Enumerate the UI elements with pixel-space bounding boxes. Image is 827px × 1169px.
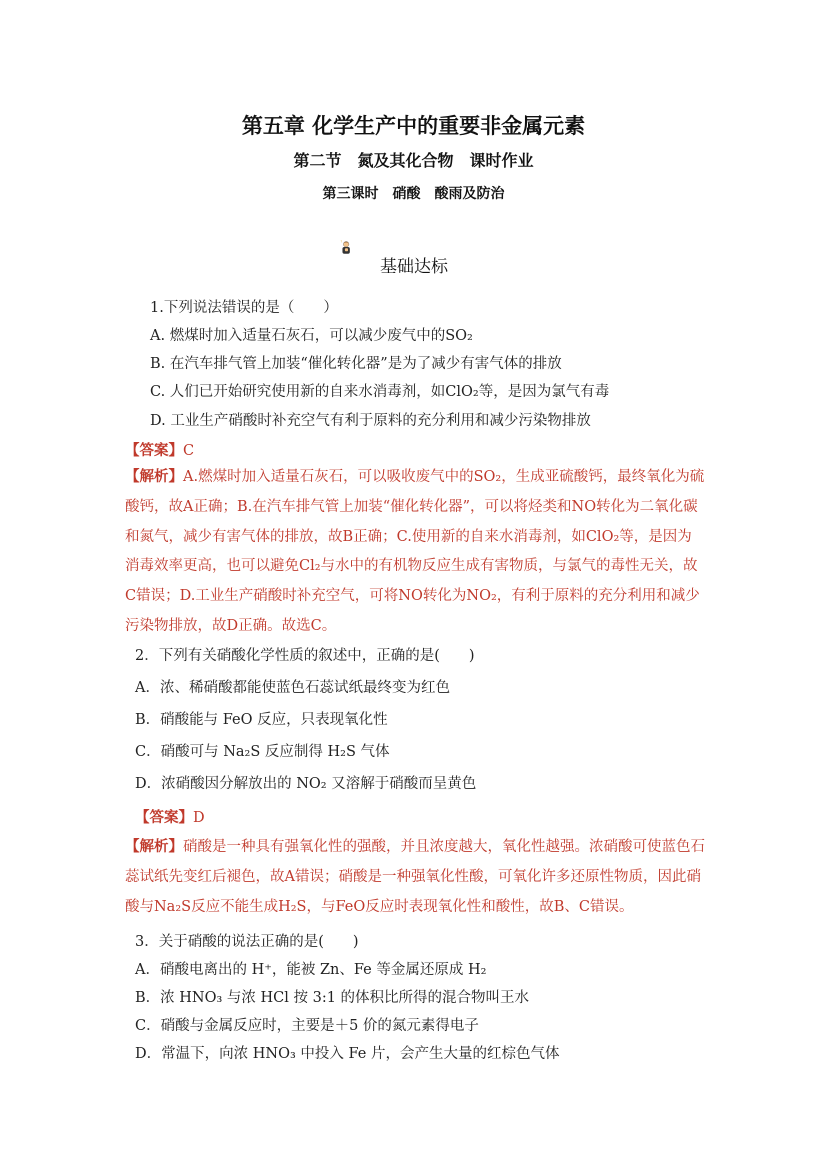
section-title: 第二节 氮及其化合物 课时作业 [293, 151, 534, 170]
q2-option-d: D．浓硝酸因分解放出的 NO₂ 又溶解于硝酸而呈黄色 [135, 776, 477, 792]
q1-analysis-label: 【解析】 [125, 468, 183, 485]
q2-answer-value: D [193, 810, 205, 826]
q2-stem: 2．下列有关硝酸化学性质的叙述中，正确的是( ) [135, 648, 475, 664]
q3-option-d: D．常温下，向浓 HNO₃ 中投入 Fe 片，会产生大量的红棕色气体 [135, 1046, 560, 1062]
q1-option-b: B. 在汽车排气管上加装“催化转化器”是为了减少有害气体的排放 [150, 356, 562, 372]
q1-option-d: D. 工业生产硝酸时补充空气有利于原料的充分利用和减少污染物排放 [150, 413, 591, 429]
lesson-title: 第三课时 硝酸 酸雨及防治 [322, 186, 505, 202]
q3-option-b: B．浓 HNO₃ 与浓 HCl 按 3:1 的体积比所得的混合物叫王水 [135, 990, 530, 1006]
q1-option-a: A. 燃煤时加入适量石灰石，可以减少废气中的SO₂ [150, 328, 473, 344]
q1-answer-value: C [183, 443, 195, 459]
q1-option-c: C. 人们已开始研究使用新的自来水消毒剂，如ClO₂等，是因为氯气有毒 [150, 384, 610, 400]
q1-analysis-text: A.燃煤时加入适量石灰石，可以吸收废气中的SO₂，生成亚硫酸钙，最终氧化为硫酸钙，故A正确；B.在汽车排气管上加装“催化转化器”，可以将烃类和NO转化为二氧化碳和氮气，减少有害气体的排放，故B正确；C.使用新的自来水消毒剂，如ClO₂等，是因为消毒效率更高，也可以避免Cl₂与水中的有机物反应生成有害物质，与氯气的毒性无关，故C错误；D.工业生产硝酸时补充空气，可将NO转化为NO₂，有利于原料的充分利用和减少污染物排放，故D正确。故选C。 [125, 469, 705, 634]
q3-option-c: C．硝酸与金属反应时，主要是＋5 价的氮元素得电子 [135, 1018, 479, 1034]
q1-answer-label: 【答案】 [125, 442, 183, 459]
q1-answer [125, 439, 194, 460]
section-badge-label: 基础达标 [380, 257, 448, 277]
chapter-title: 第五章 化学生产中的重要非金属元素 [241, 113, 586, 138]
q2-analysis-label: 【解析】 [125, 838, 183, 855]
thinking-student-icon [340, 222, 380, 272]
q2-option-c: C．硝酸可与 Na₂S 反应制得 H₂S 气体 [135, 744, 390, 760]
q1-stem: 1.下列说法错误的是（ ） [150, 300, 338, 316]
q2-analysis-text: 硝酸是一种具有强氧化性的强酸，并且浓度越大，氧化性越强。浓硝酸可使蓝色石蕊试纸先变红后褪色，故A错误；硝酸是一种强氧化性酸，可氧化许多还原性物质，因此硝酸与Na₂S反应不能生成H₂S，与FeO反应时表现氧化性和酸性，故B、C错误。 [125, 839, 705, 915]
q2-answer-label: 【答案】 [135, 809, 193, 826]
q2-analysis [125, 832, 705, 922]
q2-option-a: A．浓、稀硝酸都能使蓝色石蕊试纸最终变为红色 [135, 680, 450, 696]
q3-option-a: A．硝酸电离出的 H⁺，能被 Zn、Fe 等金属还原成 H₂ [135, 962, 487, 978]
q2-option-b: B．硝酸能与 FeO 反应，只表现氧化性 [135, 712, 388, 728]
svg-text:?: ? [340, 239, 343, 244]
q2-answer [135, 806, 205, 827]
q3-stem: 3．关于硝酸的说法正确的是( ) [135, 934, 359, 950]
q1-analysis [125, 462, 705, 642]
